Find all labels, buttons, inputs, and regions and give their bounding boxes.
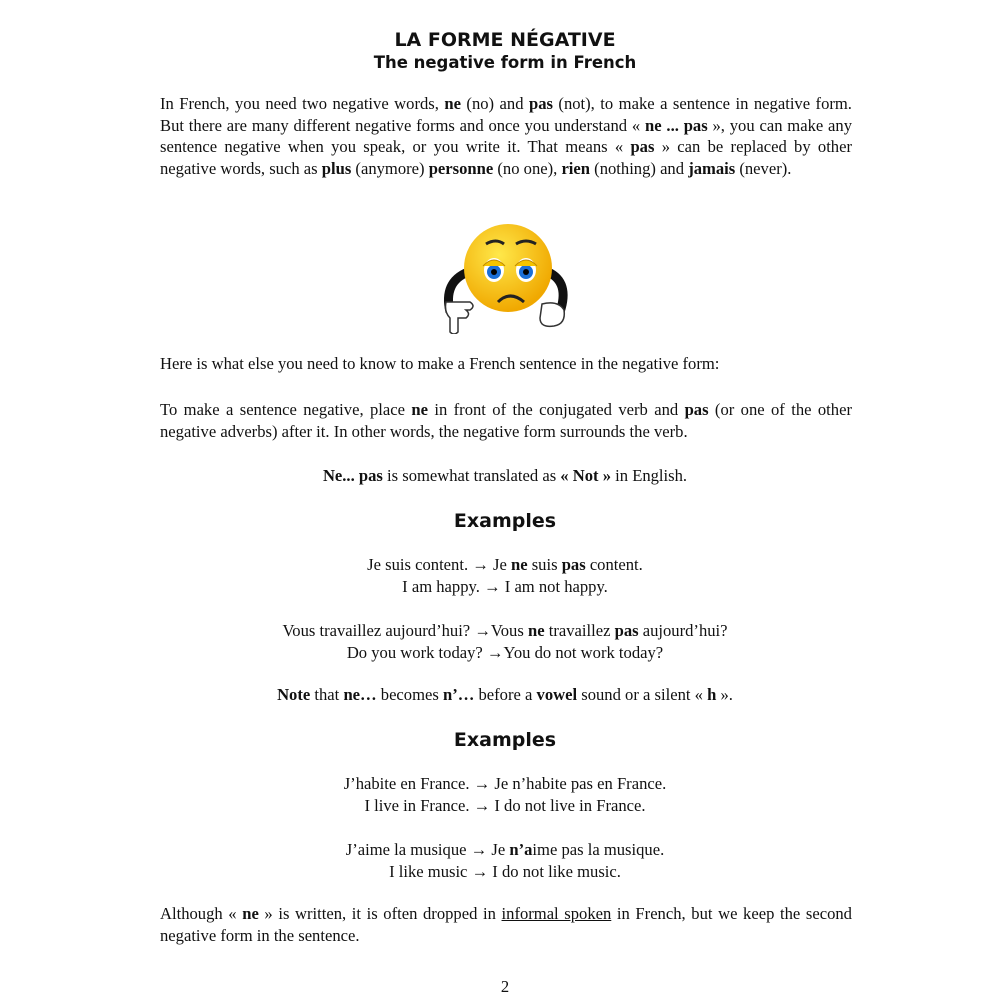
text-segment: » is written, it is often dropped in [258,904,502,923]
example-2 [150,620,860,663]
intro-paragraph [160,93,852,180]
bold-text: ne ... pas [645,115,708,135]
text-segment: aujourd’hui? [638,621,728,640]
bold-text: « Not » [560,466,611,485]
underlined-text: informal spoken [501,904,612,923]
bold-text: pas [630,137,655,157]
text-segment: (not), to make a sentence in negative form. But there are many different negative forms and once you understand « [160,94,852,135]
text-segment: in French, but we keep the second negative form in the sentence. [160,904,852,945]
example-1 [150,554,860,597]
lead-paragraph [160,353,852,375]
text-segment: ime pas la musique. [532,840,665,859]
text-segment: suis [527,555,562,574]
bold-text: ne [527,621,545,640]
text-segment: Vous travaillez aujourd’hui? →Vous [282,621,528,640]
text-segment: I am happy. → I am not happy. [402,576,608,596]
bold-text: ne [444,94,461,113]
text-segment: in English. [611,466,688,485]
bold-text: pas [614,621,639,640]
text-segment: J’aime la musique → Je [345,840,510,859]
text-segment: content. [585,555,643,574]
text-segment: I live in France. → I do not live in France. [364,795,646,815]
text-segment: that [310,685,344,704]
text-segment: before a [474,685,537,704]
closing-paragraph [160,903,852,946]
examples-heading-2: Examples [453,729,557,751]
page-title: LA FORME NÉGATIVE [394,29,616,51]
text-segment: (nothing) and [590,159,689,179]
text-segment: Je suis content. → Je [367,555,511,574]
text-segment: J’habite en France. → Je n’habite pas en France. [343,774,667,793]
page-subtitle: The negative form in French [373,53,637,72]
bold-text: personne [428,159,494,179]
text-segment: Do you work today? →You do not work today? [346,642,664,662]
bold-text: pas [528,94,553,113]
translation-line [150,465,860,487]
text-segment: (never). [735,159,792,179]
bold-text: n’a [509,840,533,859]
example-4 [150,839,860,882]
bold-text: pas [561,555,586,574]
text-segment: (anymore) [351,159,429,179]
text-segment: ». [716,685,733,704]
bold-text: h [707,685,717,704]
bold-text: vowel [536,685,578,704]
examples-heading-1: Examples [453,510,557,532]
text-segment: (no) and [460,94,529,113]
bold-text: Ne... pas [322,466,383,485]
bold-text: ne [411,400,428,419]
bold-text: n’… [442,685,475,704]
text-segment: Although « [160,904,243,923]
text-segment: (no one), [493,159,562,179]
text-segment: In French, you need two negative words, [160,94,445,113]
rule-paragraph [160,399,852,442]
text-segment: becomes [376,685,443,704]
bold-text: pas [684,400,709,419]
bold-text: ne [242,904,259,923]
bold-text: ne [510,555,528,574]
text-segment: » can be replaced by other negative words, such as [160,137,852,179]
sad-thumbs-down-emoji-icon [438,222,574,334]
bold-text: Note [277,685,311,704]
text-segment: (or one of the other negative adverbs) after it. In other words, the negative form surrounds the verb. [160,400,852,441]
bold-text: ne… [343,685,377,704]
text-segment: I like music → I do not like music. [389,861,621,881]
bold-text: rien [561,159,591,179]
bold-text: jamais [688,159,736,179]
example-3 [150,773,860,816]
text-segment: », you can make any sentence negative when you speak, or you write it. That means « [160,115,853,157]
text-segment: To make a sentence negative, place [160,400,412,419]
text-segment: travaillez [544,621,615,640]
note-line [150,684,860,706]
text-segment: in front of the conjugated verb and [427,400,685,419]
text-segment: sound or a silent « [577,685,708,704]
page-number: 2 [500,977,510,996]
text-segment: Here is what else you need to know to make a French sentence in the negative form: [160,354,720,373]
text-segment: is somewhat translated as [382,466,561,485]
bold-text: plus [321,159,352,179]
